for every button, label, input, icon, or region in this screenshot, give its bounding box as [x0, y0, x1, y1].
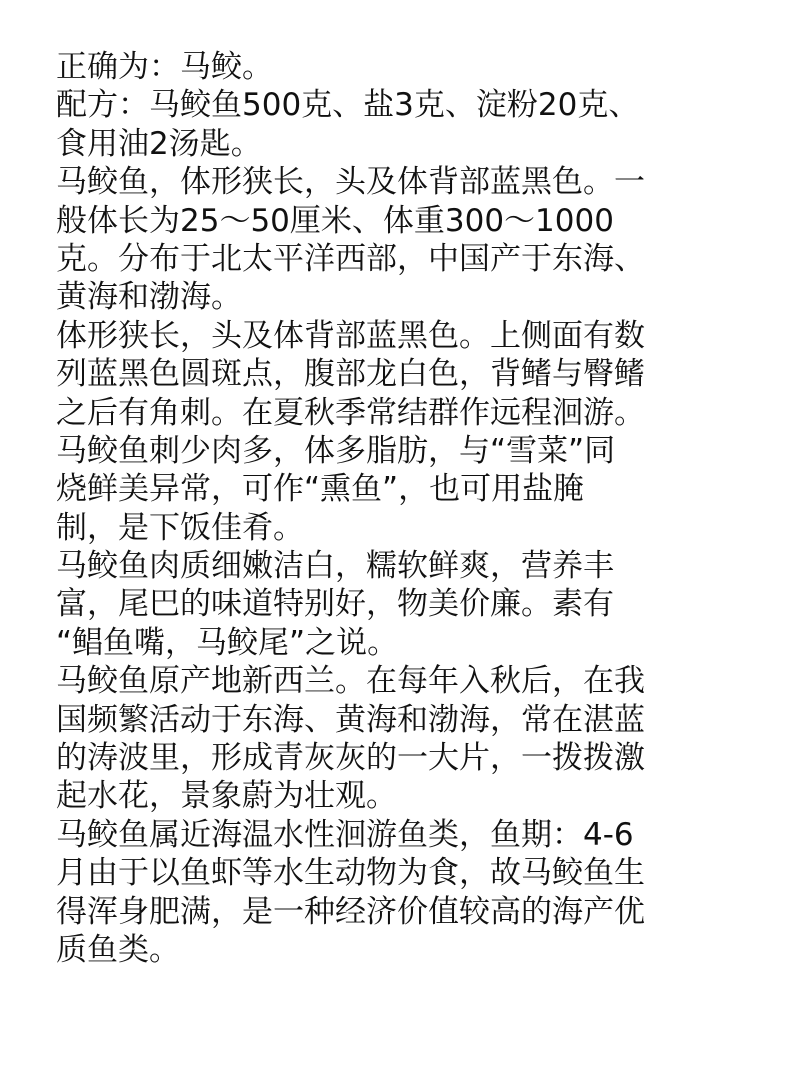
- text-line: 的涛波里，形成青灰灰的一大片，一拨拨激: [56, 740, 645, 777]
- text-line: 得浑身肥满，是一种经济价值较高的海产优: [56, 893, 645, 930]
- text-line: 烧鲜美异常，可作“熏鱼”，也可用盐腌: [56, 471, 585, 508]
- text-line: 起水花，景象蔚为壮观。: [56, 778, 397, 815]
- text-line: 马鲛鱼，体形狭长，头及体背部蓝黑色。一: [56, 164, 645, 201]
- text-line: 克。分布于北太平洋西部，中国产于东海、: [56, 240, 645, 277]
- text-line: “鲳鱼嘴，马鲛尾”之说。: [56, 624, 399, 661]
- text-line: 马鲛鱼肉质细嫩洁白，糯软鲜爽，营养丰: [56, 548, 614, 585]
- text-line: 马鲛鱼原产地新西兰。在每年入秋后，在我: [56, 663, 645, 700]
- text-line: 配方：马鲛鱼500克、盐3克、淀粉20克、: [56, 87, 640, 124]
- text-line: 月由于以鱼虾等水生动物为食，故马鲛鱼生: [56, 855, 645, 892]
- text-line: 马鲛鱼属近海温水性洄游鱼类，鱼期：4-6: [56, 816, 634, 853]
- text-line: 之后有角刺。在夏秋季常结群作远程洄游。: [56, 394, 645, 431]
- text-line: 国频繁活动于东海、黄海和渤海，常在湛蓝: [56, 701, 645, 738]
- text-line: 般体长为25～50厘米、体重300～1000: [56, 202, 614, 239]
- text-line: 富，尾巴的味道特别好，物美价廉。素有: [56, 586, 614, 623]
- document-body: [56, 48, 756, 969]
- text-line: 列蓝黑色圆斑点，腹部龙白色，背鳍与臀鳍: [56, 356, 645, 393]
- text-line: 质鱼类。: [56, 931, 180, 968]
- text-line: 马鲛鱼刺少肉多，体多脂肪，与“雪菜”同: [56, 432, 616, 469]
- text-line: 制，是下饭佳肴。: [56, 509, 304, 546]
- text-line: 黄海和渤海。: [56, 279, 242, 316]
- text-line: 正确为：马鲛。: [56, 49, 273, 85]
- text-line: 体形狭长，头及体背部蓝黑色。上侧面有数: [56, 317, 645, 354]
- text-line: 食用油2汤匙。: [56, 125, 262, 162]
